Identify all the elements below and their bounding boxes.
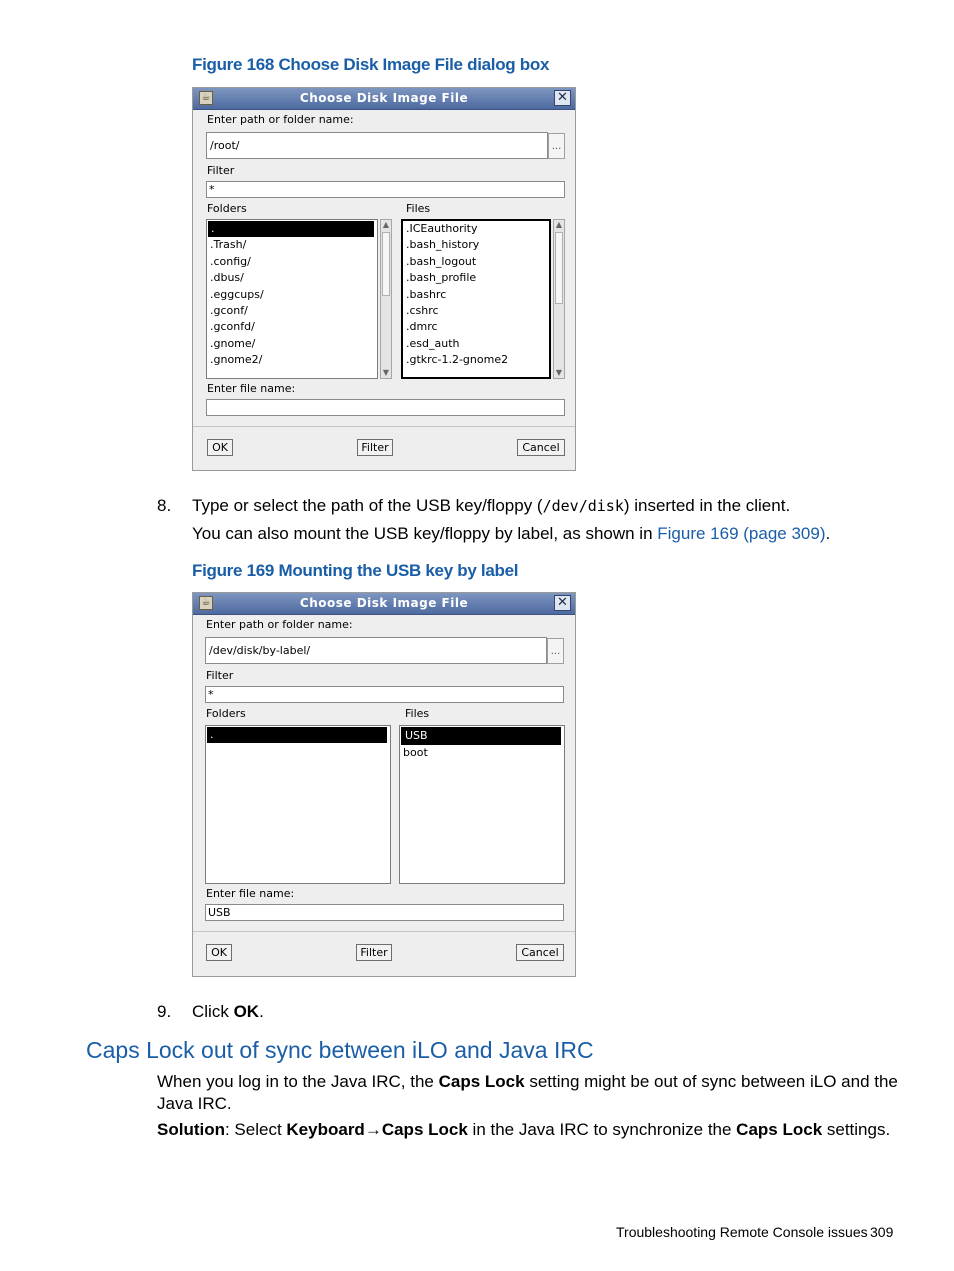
dialog-titlebar <box>193 88 575 110</box>
solution-text: : Select <box>224 1120 287 1139</box>
filter-label: Filter <box>207 164 235 177</box>
files-scrollbar[interactable] <box>553 219 565 379</box>
files-list[interactable] <box>399 725 565 884</box>
dialog-title: Choose Disk Image File <box>299 596 469 610</box>
files-label: Files <box>405 707 430 720</box>
browse-button[interactable]: ... <box>548 133 565 159</box>
step-9-number: 9. <box>157 1002 172 1021</box>
section-para-line-2: Java IRC. <box>157 1094 232 1113</box>
list-item[interactable]: .dbus/ <box>210 271 244 285</box>
solution-label: Solution <box>157 1120 225 1139</box>
file-name-input[interactable] <box>206 399 565 416</box>
list-item[interactable]: .bash_profile <box>406 271 477 285</box>
section-heading: Caps Lock out of sync between iLO and Java IRC <box>86 1037 594 1063</box>
divider <box>193 426 575 427</box>
scroll-thumb[interactable] <box>382 232 390 296</box>
filter-input[interactable]: * <box>205 686 564 703</box>
list-item[interactable]: .esd_auth <box>406 336 460 350</box>
list-item[interactable]: .config/ <box>210 254 251 268</box>
figure-169-caption: Figure 169 Mounting the USB key by label <box>192 561 519 580</box>
list-item[interactable]: .gconf/ <box>210 303 248 317</box>
figure-168-caption: Figure 168 Choose Disk Image File dialog box <box>192 55 550 74</box>
filter-label: Filter <box>206 669 234 682</box>
list-item[interactable]: USB <box>401 727 561 745</box>
path-input[interactable]: /root/ <box>206 132 548 159</box>
divider <box>193 931 575 932</box>
list-item[interactable]: .gtkrc-1.2-gnome2 <box>406 353 509 367</box>
file-name-label: Enter file name: <box>206 887 295 900</box>
dialog-title: Choose Disk Image File <box>299 91 469 105</box>
list-item[interactable]: .gnome2/ <box>210 353 263 367</box>
path-label: Enter path or folder name: <box>206 618 353 631</box>
figure-169-link[interactable]: Figure 169 (page 309) <box>657 524 826 543</box>
choose-disk-image-dialog-by-label <box>192 592 576 977</box>
para-text: setting might be out of sync between iLO and the <box>524 1072 898 1091</box>
solution-text: settings. <box>822 1120 891 1139</box>
list-item[interactable]: .cshrc <box>406 303 439 317</box>
list-item[interactable]: boot <box>403 746 428 760</box>
file-name-label: Enter file name: <box>207 382 296 395</box>
folders-label: Folders <box>206 707 246 720</box>
keyboard-menu-bold: Keyboard <box>286 1120 365 1139</box>
path-input[interactable]: /dev/disk/by-label/ <box>205 637 547 664</box>
cancel-button[interactable]: Cancel <box>517 439 565 456</box>
list-item[interactable]: .bash_logout <box>406 254 477 268</box>
list-item[interactable]: .eggcups/ <box>210 287 264 301</box>
scroll-up-icon[interactable]: ▲ <box>555 220 563 229</box>
list-item[interactable]: .bash_history <box>406 238 480 252</box>
list-item[interactable]: .dmrc <box>406 320 438 334</box>
list-item[interactable]: .gnome/ <box>210 336 256 350</box>
section-para-line-1 <box>157 1071 898 1093</box>
scroll-down-icon[interactable]: ▼ <box>382 368 390 377</box>
java-app-icon: ☕ <box>199 596 213 610</box>
list-item[interactable]: .Trash/ <box>210 238 247 252</box>
file-name-input[interactable]: USB <box>205 904 564 921</box>
filter-button[interactable]: Filter <box>357 439 393 456</box>
step-8-line-2-before: You can also mount the USB key/floppy by label, as shown in <box>192 524 658 543</box>
step-9-text-after: . <box>259 1002 264 1021</box>
page-number: 309 <box>870 1224 894 1240</box>
scroll-up-icon[interactable]: ▲ <box>382 220 390 229</box>
folders-list[interactable] <box>206 219 378 379</box>
list-item[interactable]: .gconfd/ <box>210 320 255 334</box>
caps-lock-bold: Caps Lock <box>438 1072 525 1091</box>
step-8-line-2-after: . <box>825 524 831 543</box>
step-9-text <box>192 1001 264 1023</box>
list-item[interactable]: . <box>207 727 387 743</box>
java-app-icon: ☕ <box>199 91 213 105</box>
step-8-code: /dev/disk <box>542 497 624 515</box>
scroll-thumb[interactable] <box>555 232 563 304</box>
caps-lock-menu-bold: Caps Lock <box>381 1120 468 1139</box>
filter-button[interactable]: Filter <box>356 944 392 961</box>
folders-list[interactable] <box>205 725 391 884</box>
list-item[interactable]: .ICEauthority <box>406 222 478 235</box>
path-label: Enter path or folder name: <box>207 113 354 126</box>
files-list[interactable] <box>401 219 551 379</box>
step-8-text-after: ) inserted in the client. <box>623 496 791 515</box>
folders-scrollbar[interactable] <box>380 219 392 379</box>
step-8-text <box>192 495 790 517</box>
cancel-button[interactable]: Cancel <box>516 944 564 961</box>
ok-button[interactable]: OK <box>207 439 233 456</box>
folders-label: Folders <box>207 202 247 215</box>
files-label: Files <box>406 202 431 215</box>
browse-button[interactable]: ... <box>547 638 564 664</box>
step-8-line-2 <box>192 523 830 545</box>
arrow-icon: → <box>364 1120 382 1139</box>
solution-line <box>157 1119 890 1141</box>
list-item[interactable]: .bashrc <box>406 287 447 301</box>
footer-section-name: Troubleshooting Remote Console issues <box>616 1224 868 1240</box>
step-9-text-before: Click <box>192 1002 234 1021</box>
para-text: When you log in to the Java IRC, the <box>157 1072 439 1091</box>
caps-lock-bold: Caps Lock <box>736 1120 823 1139</box>
dialog-titlebar <box>193 593 575 615</box>
close-icon[interactable]: ✕ <box>554 90 571 106</box>
step-8-text-before: Type or select the path of the USB key/floppy ( <box>192 496 543 515</box>
filter-input[interactable]: * <box>206 181 565 198</box>
list-item[interactable]: . <box>208 221 374 237</box>
scroll-down-icon[interactable]: ▼ <box>555 368 563 377</box>
ok-button[interactable]: OK <box>206 944 232 961</box>
step-9-ok-bold: OK <box>233 1002 260 1021</box>
solution-text: in the Java IRC to synchronize the <box>467 1120 737 1139</box>
close-icon[interactable]: ✕ <box>554 595 571 611</box>
step-8-number: 8. <box>157 496 172 515</box>
choose-disk-image-dialog <box>192 87 576 471</box>
